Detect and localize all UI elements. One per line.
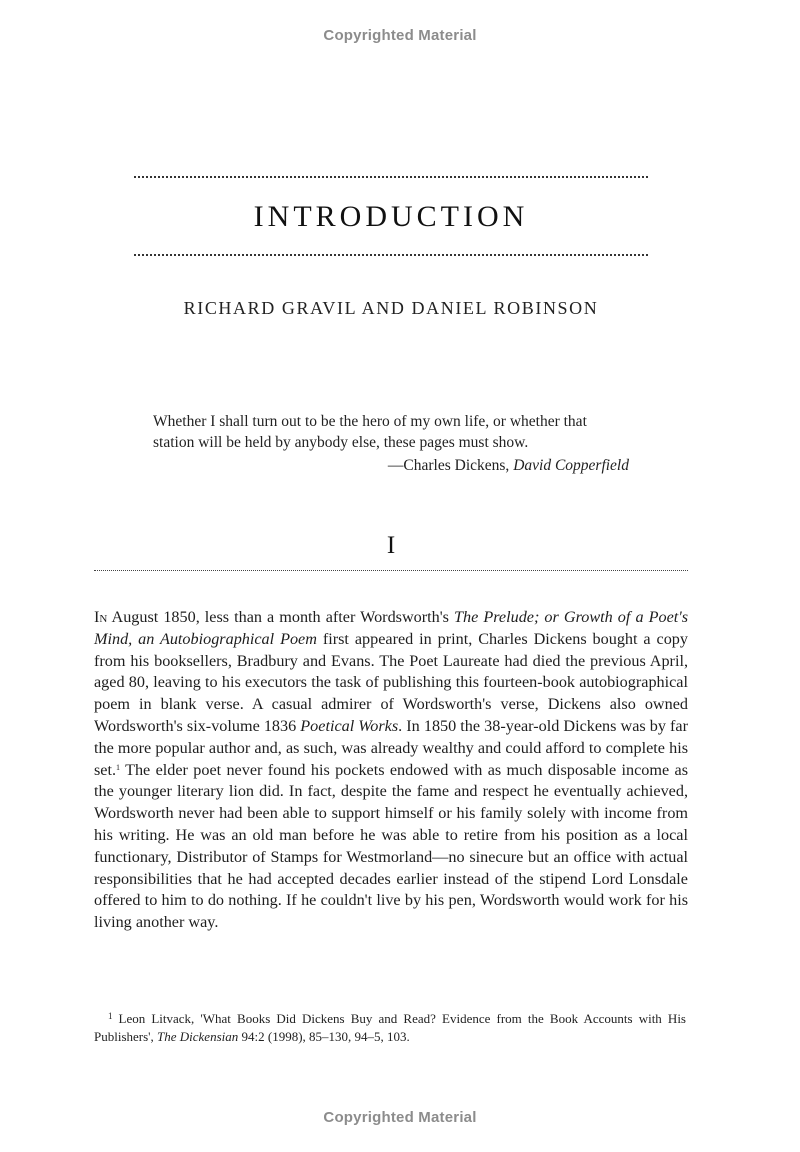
opening-small-caps: In (94, 608, 108, 626)
footnote-reference[interactable]: 1 (116, 762, 121, 772)
title-rule-top (134, 176, 648, 178)
chapter-authors: RICHARD GRAVIL AND DANIEL ROBINSON (183, 298, 599, 318)
body-text-segment: . In 1850 the 38-year-old Dickens was by far the more popular author and, as such, was already wealthy and could afford to complete his set. (94, 716, 688, 779)
epigraph-author: —Charles Dickens, (387, 457, 514, 474)
epigraph-quote: Whether I shall turn out to be the hero of my own life, or whether that station will be held by anybody else, these pages must show. (153, 413, 587, 451)
footnote-text: 94:2 (1998), 85–130, 94–5, 103. (238, 1029, 410, 1044)
chapter-title: INTRODUCTION (253, 200, 529, 233)
title-rule-bottom (134, 254, 648, 256)
book-title-prelude: The Prelude; or Growth of a Poet's Mind, an Autobiographical Poem (94, 608, 689, 648)
epigraph-work-title: David Copperfield (513, 457, 629, 474)
epigraph-attribution (153, 455, 629, 476)
section-numeral: I (386, 532, 396, 559)
footnote-number: 1 (108, 1011, 113, 1021)
footnote-text: Leon Litvack, 'What Books Did Dickens Buy and Read? Evidence from the Book Accounts with His Publishers', (94, 1011, 686, 1044)
section-rule (94, 570, 688, 571)
body-paragraph (94, 607, 688, 934)
body-text-segment: first appeared in print, Charles Dickens bought a copy from his booksellers, Bradbury and Evans. The Poet Laureate had died the previous April, aged 80, leaving to his executors the task of publishing this fourteen-book autobiographical poem in blank verse. A casual admirer of Wordsworth's verse, Dickens also owned Wordsworth's six-volume 1836 (94, 629, 688, 735)
body-text-segment: August 1850, less than a month after Wordsworth's (107, 608, 455, 626)
copyright-watermark-top: Copyrighted Material (323, 27, 477, 44)
body-text-segment: The elder poet never found his pockets endowed with as much disposable income as the younger literary lion did. In fact, despite the fame and respect he eventually achieved, Wordsworth never had been able to support himself or his family solely with income from his writing. He was an old man before he was able to retire from his position as a local functionary, Distributor of Stamps for Westmorland—no sinecure but an office with actual responsibilities that he had accepted decades earlier instead of the stipend Lord Lonsdale offered to him to do nothing. If he couldn't live by his pen, Wordsworth would work for his living another way. (94, 760, 688, 932)
copyright-watermark-bottom: Copyrighted Material (323, 1109, 477, 1126)
book-title-poetical-works: Poetical Works (300, 716, 399, 735)
footnote (94, 1007, 686, 1046)
footnote-journal-title: The Dickensian (157, 1029, 239, 1044)
